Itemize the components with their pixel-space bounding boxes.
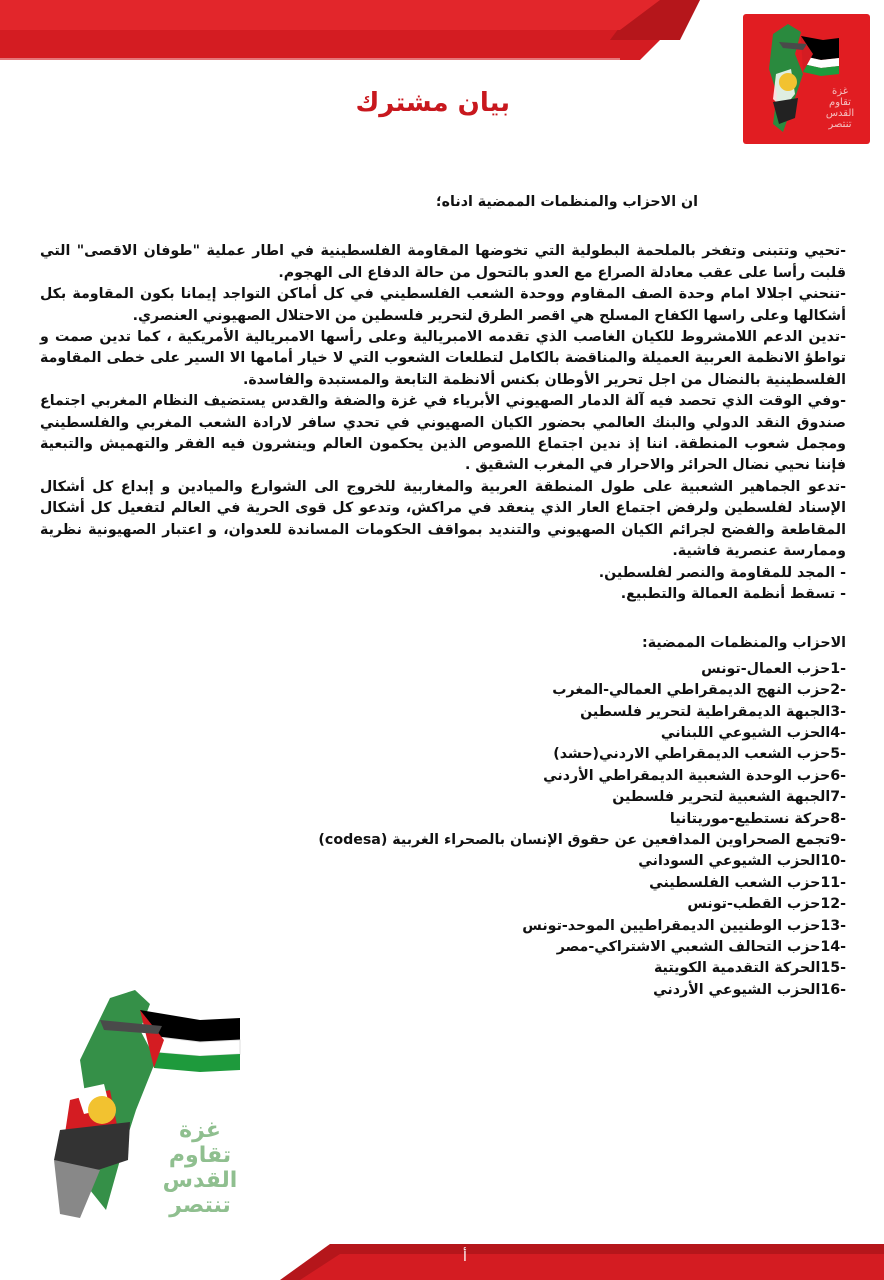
- list-item: -2حزب النهج الديمقراطي العمالي-المغرب: [552, 682, 846, 699]
- paragraph-5: -تدعو الجماهير الشعبية على طول المنطقة العربية والمغاربية للخروج الى الشوارع والميادين و إبداع كل أشكال الإسناد لفلسطين ولرفض اجتماع العار الذي ينعقد في مراكش، وتدعو كل قوى الحرية في العالم لتفعيل كل أشكال المقاطعة والفضح لجرائم الكيان الصهيوني والتنديد بمواقف الحكومات المساندة للعدوان، و اعتبار الصهيونية نظرية وممارسة عنصرية فاشية.: [40, 478, 846, 560]
- slogan-1: - المجد للمقاومة والنصر لفلسطين.: [598, 564, 846, 581]
- statement-body: [40, 192, 846, 1001]
- list-item: -11حزب الشعب الفلسطيني: [649, 874, 846, 891]
- page-title: بيان مشترك: [355, 88, 510, 118]
- watermark-slogan: غزة تقاوم القدس تنتصر: [162, 1118, 238, 1218]
- list-item: -8حركة نستطيع-موريتانيا: [669, 810, 846, 827]
- list-item: -3الجبهة الديمقراطية لتحرير فلسطين: [580, 703, 846, 720]
- list-item: -9تجمع الصحراوين المدافعين عن حقوق الإنسان بالصحراء الغربية (codesa): [318, 831, 846, 848]
- list-item: -13حزب الوطنيين الديمقراطيين الموحد-تونس: [522, 917, 846, 934]
- list-item: -14حزب التحالف الشعبي الاشتراكي-مصر: [556, 939, 846, 955]
- signatories-list: [40, 659, 846, 1002]
- footer-band: [0, 1220, 884, 1280]
- paragraph-3: -تدين الدعم اللامشروط للكيان الغاصب الذي تقدمه الامبريالية وعلى رأسها الامبريالية الأمريكية ، كما تدين صمت و تواطؤ الانظمة العربية العميلة والمناقضة بالكامل لتطلعات الشعوب التي لا خيار أمامها الا السير على خطى المقاومة الفلسطينية بالنضال من اجل تحرير الأوطان بكنس ألانظمة التابعة والمستبدة والفاسدة.: [40, 329, 846, 388]
- list-item: -10الحزب الشيوعي السوداني: [638, 853, 846, 870]
- list-item: -7الجبهة الشعبية لتحرير فلسطين: [612, 789, 846, 806]
- list-item: -15الحركة التقدمية الكويتية: [653, 960, 846, 977]
- list-item: -16الحزب الشيوعي الأردني: [653, 981, 846, 998]
- paragraph-2: -تنحني اجلالا امام وحدة الصف المقاوم ووحدة الشعب الفلسطيني في كل أماكن التواجد إيمانا بكون المقاومة بكل أشكالها وعلى راسها الكفاح المسلح هي اقصر الطرق لتحرير فلسطين من الاحتلال الصهيوني العنصري.: [40, 286, 846, 324]
- page-number: أ: [463, 1249, 467, 1265]
- header-logo: [743, 14, 870, 144]
- intro-line: ان الاحزاب والمنظمات الممضية ادناه؛: [436, 194, 698, 210]
- list-item: -6حزب الوحدة الشعبية الديمقراطي الأردني: [543, 767, 846, 784]
- slogan-2: - تسقط أنظمة العمالة والتطبيع.: [620, 585, 846, 602]
- list-item: -1حزب العمال-تونس: [701, 660, 846, 677]
- list-item: -12حزب القطب-تونس: [687, 896, 846, 913]
- paragraph-1: -تحيي وتتبنى وتفخر بالملحمة البطولية التي تخوضها المقاومة الفلسطينية في اطار عملية "طوفان الاقصى" التي قلبت رأسا على عقب معادلة الصراع مع العدو بالتحول من حالة الدفاع الى الهجوم.: [40, 243, 846, 281]
- logo-slogan: غزة تقاوم القدس تنتصر: [825, 86, 855, 130]
- paragraph-4: -وفي الوقت الذي تحصد فيه آلة الدمار الصهيوني الأبرياء في غزة والضفة والقدس يستضيف النظام المغربي اجتماع صندوق النقد الدولي والبنك العالمي بحضور الكيان الصهيوني في تحدي سافر لارادة الشعب المغربي والفلسطيني ومجمل شعوب المنطقة. اننا إذ ندين اجتماع اللصوص الذين يحكمون العالم وينشرون فيه الفقر والتهميش والتبعية فإننا نحيي نضال الحرائر والاحرار في المغرب الشقيق .: [40, 393, 846, 474]
- signatories-heading: الاحزاب والمنظمات الممضية:: [642, 635, 846, 652]
- list-item: -5حزب الشعب الديمقراطي الاردني(حشد): [553, 746, 846, 763]
- list-item: -4الحزب الشيوعي اللبناني: [660, 724, 846, 741]
